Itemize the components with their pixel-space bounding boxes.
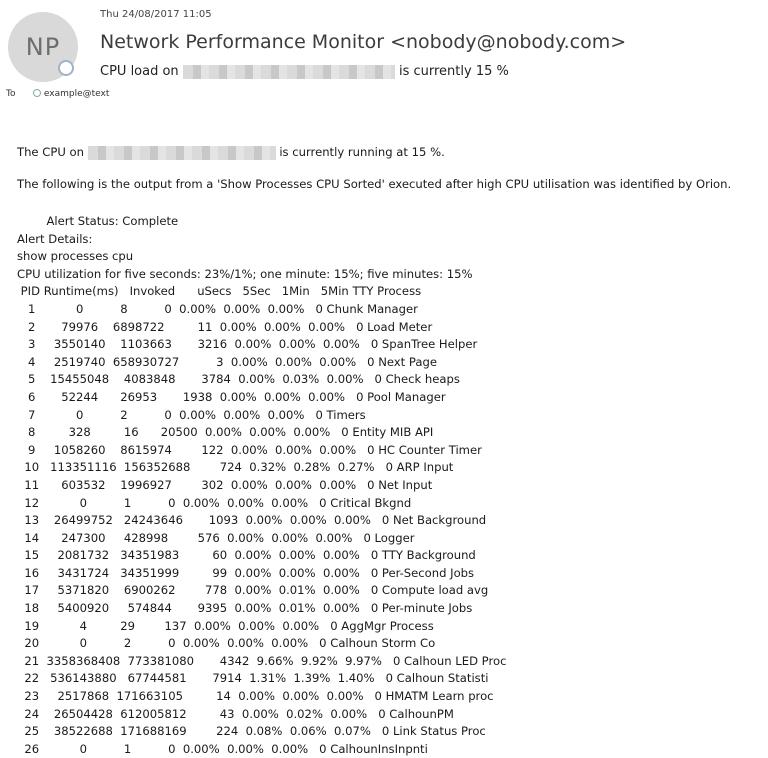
process-table-row: 5 15455048 4083848 3784 0.00% 0.03% 0.00% 0 Check heaps xyxy=(17,372,460,387)
process-table-row: 1 0 8 0 0.00% 0.00% 0.00% 0 Chunk Manager xyxy=(17,301,418,316)
process-table-row: 20 0 2 0 0.00% 0.00% 0.00% 0 Calhoun Storm Co xyxy=(17,636,436,651)
email-subject xyxy=(100,64,509,79)
sender-avatar[interactable]: NP xyxy=(8,12,78,82)
cpu-summary-prefix: The CPU on xyxy=(17,145,84,159)
process-table-header: PID Runtime(ms) Invoked uSecs 5Sec 1Min 5Min TTY Process xyxy=(17,284,422,299)
recipient-address[interactable]: example@text xyxy=(43,89,110,99)
redacted-hostname-body xyxy=(88,146,276,160)
process-table-row: 13 26499752 24243646 1093 0.00% 0.00% 0.00% 0 Net Background xyxy=(17,513,487,528)
process-table-row: 12 0 1 0 0.00% 0.00% 0.00% 0 Critical Bkgnd xyxy=(17,495,412,510)
cpu-summary xyxy=(17,145,762,160)
process-table-row: 18 5400920 574844 9395 0.00% 0.01% 0.00% 0 Per-minute Jobs xyxy=(17,601,473,616)
alert-detail-line: show processes cpu xyxy=(17,249,134,264)
process-table-row: 25 38522688 171688169 224 0.08% 0.06% 0.07% 0 Link Status Proc xyxy=(17,724,486,739)
sender-name[interactable]: Network Performance Monitor <nobody@nobody.com> xyxy=(100,31,627,53)
redacted-hostname xyxy=(183,65,395,79)
process-table-row: 14 247300 428998 576 0.00% 0.00% 0.00% 0 Logger xyxy=(17,530,415,545)
process-table-row: 22 536143880 67744581 7914 1.31% 1.39% 1.40% 0 Calhoun Statisti xyxy=(17,671,489,686)
alert-detail-line: Alert Status: Complete xyxy=(17,214,179,228)
process-table-row: 4 2519740 658930727 3 0.00% 0.00% 0.00% 0 Next Page xyxy=(17,354,437,369)
process-table-row: 15 2081732 34351983 60 0.00% 0.00% 0.00% 0 TTY Background xyxy=(17,548,476,563)
process-table-row: 16 3431724 34351999 99 0.00% 0.00% 0.00% 0 Per-Second Jobs xyxy=(17,565,475,580)
recipient-status-icon xyxy=(33,89,41,97)
process-table-row: 9 1058260 8615974 122 0.00% 0.00% 0.00% 0 HC Counter Timer xyxy=(17,442,482,457)
process-table-row: 11 603532 1996927 302 0.00% 0.00% 0.00% 0 Net Input xyxy=(17,477,433,492)
process-table-row: 10 113351116 156352688 724 0.32% 0.28% 0.27% 0 ARP Input xyxy=(17,460,454,475)
process-table-row: 8 328 16 20500 0.00% 0.00% 0.00% 0 Entity MIB API xyxy=(17,425,434,440)
process-table-row: 17 5371820 6900262 778 0.00% 0.01% 0.00% 0 Compute load avg xyxy=(17,583,489,598)
process-table-row: 26 0 1 0 0.00% 0.00% 0.00% 0 CalhounInsInpnti xyxy=(17,741,428,756)
to-label: To xyxy=(6,89,16,99)
cpu-summary-suffix: is currently running at 15 %. xyxy=(279,145,445,159)
email-header xyxy=(0,0,768,110)
process-table-row: 21 3358368408 773381080 4342 9.66% 9.92% 9.97% 0 Calhoun LED Proc xyxy=(17,653,507,668)
alert-detail-line: Alert Details: xyxy=(17,231,93,246)
process-table-row: 23 2517868 171663105 14 0.00% 0.00% 0.00% 0 HMATM Learn proc xyxy=(17,689,494,704)
process-output xyxy=(17,213,506,758)
recipients-row xyxy=(6,89,109,99)
intro-paragraph: The following is the output from a 'Show Processes CPU Sorted' executed after high CPU utilisation was identified by Orion. xyxy=(17,176,732,191)
process-table-row: 7 0 2 0 0.00% 0.00% 0.00% 0 Timers xyxy=(17,407,366,422)
process-table-row: 24 26504428 612005812 43 0.00% 0.02% 0.00% 0 CalhounPM xyxy=(17,706,454,721)
process-table-row: 3 3550140 1103663 3216 0.00% 0.00% 0.00% 0 SpanTree Helper xyxy=(17,337,478,352)
process-table-row: 6 52244 26953 1938 0.00% 0.00% 0.00% 0 Pool Manager xyxy=(17,389,446,404)
process-table-row: 19 4 29 137 0.00% 0.00% 0.00% 0 AggMgr Process xyxy=(17,618,434,633)
subject-prefix: CPU load on xyxy=(100,64,179,79)
email-body xyxy=(17,145,762,191)
sent-date: Thu 24/08/2017 11:05 xyxy=(100,9,212,20)
process-table-row: 2 79976 6898722 11 0.00% 0.00% 0.00% 0 Load Meter xyxy=(17,319,433,334)
subject-suffix: is currently 15 % xyxy=(398,64,509,79)
alert-detail-line: CPU utilization for five seconds: 23%/1%; one minute: 15%; five minutes: 15% xyxy=(17,266,473,281)
presence-status-icon xyxy=(58,60,74,76)
